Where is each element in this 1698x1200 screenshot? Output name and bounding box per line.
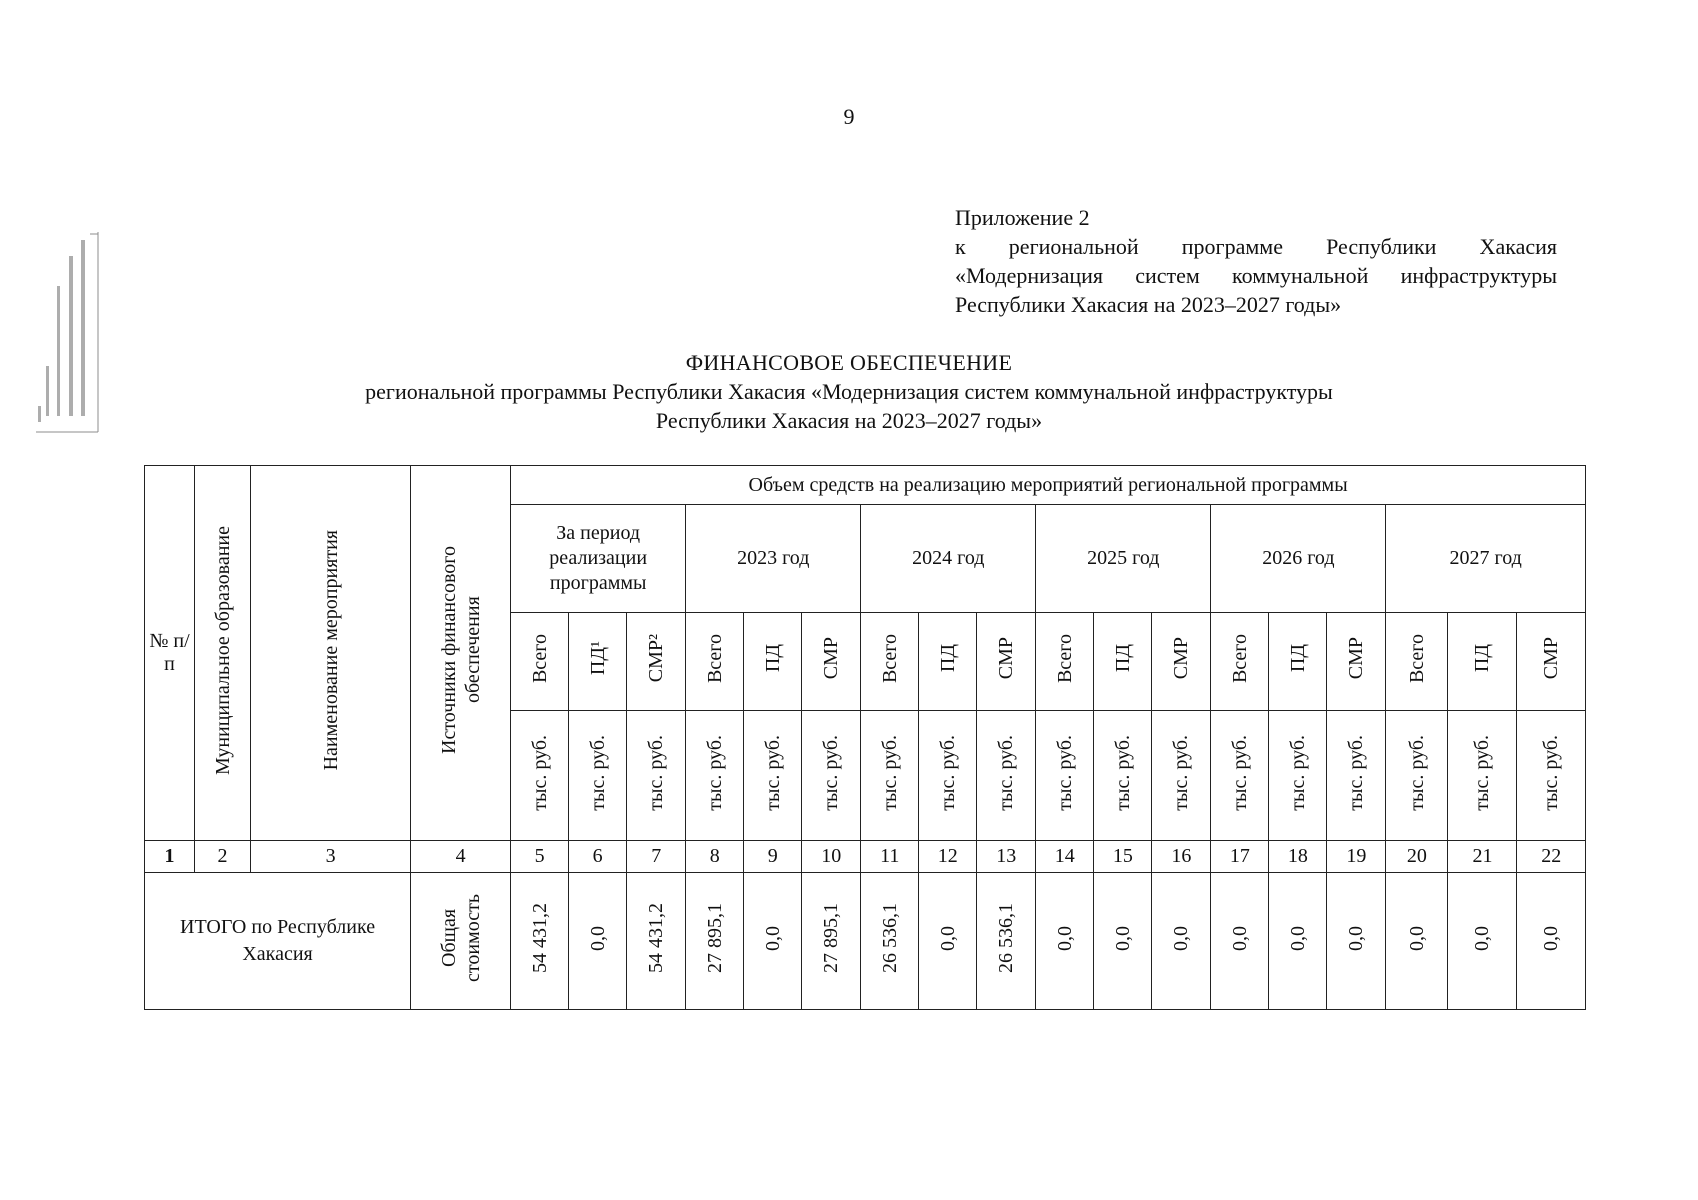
header-funding-sources-label: Источники финансового обеспечения — [437, 546, 484, 754]
header-year-2024 — [861, 505, 1036, 613]
total-value — [1211, 873, 1269, 1010]
unit-label: тыс. руб. — [528, 734, 551, 811]
sub-label: ПД — [761, 644, 784, 673]
unit-label: тыс. руб. — [586, 734, 609, 811]
sub-label: Всего — [528, 633, 551, 684]
total-value — [1269, 873, 1327, 1010]
sub-2024-total — [861, 613, 919, 711]
value-label: 0,0 — [1111, 925, 1134, 951]
year-2024-label: 2024 год — [912, 547, 985, 569]
total-value — [569, 873, 627, 1010]
unit-label: тыс. руб. — [820, 734, 843, 811]
sub-2027-smr — [1517, 613, 1586, 711]
header-number-label: № п/п — [149, 630, 190, 675]
total-value — [919, 873, 977, 1010]
title-line-1: региональной программы Республики Хакасия «Модернизация систем коммунальной инфраструктуры — [365, 379, 1333, 404]
value-label: 0,0 — [586, 925, 609, 951]
total-value — [1327, 873, 1386, 1010]
value-label: 0,0 — [1345, 925, 1368, 951]
col-number: 14 — [1036, 841, 1094, 873]
value-label: 0,0 — [1053, 925, 1076, 951]
col-number: 1 — [145, 841, 195, 873]
unit-cell — [744, 711, 802, 841]
value-label: 0,0 — [761, 925, 784, 951]
unit-cell — [1448, 711, 1517, 841]
unit-cell — [686, 711, 744, 841]
unit-cell — [627, 711, 686, 841]
sub-label: ПД — [1111, 644, 1134, 673]
col-number: 5 — [511, 841, 569, 873]
sub-label: СМР² — [645, 634, 668, 683]
sub-2027-total — [1386, 613, 1448, 711]
unit-label: тыс. руб. — [1111, 734, 1134, 811]
unit-label: тыс. руб. — [1170, 734, 1193, 811]
total-value — [861, 873, 919, 1010]
unit-cell — [1094, 711, 1152, 841]
header-number — [145, 466, 195, 841]
appendix-line-3: «Модернизация систем коммунальной инфраструктуры — [955, 263, 1557, 288]
unit-cell — [1269, 711, 1327, 841]
total-source-cell — [411, 873, 511, 1010]
total-label: ИТОГО по Республике Хакасия — [180, 916, 376, 965]
col-number: 22 — [1517, 841, 1586, 873]
value-label: 0,0 — [1471, 925, 1494, 951]
header-period-label: За период реализации программы — [549, 522, 648, 594]
sub-label: Всего — [1405, 633, 1428, 684]
unit-label: тыс. руб. — [995, 734, 1018, 811]
col-number: 6 — [569, 841, 627, 873]
unit-cell — [1386, 711, 1448, 841]
col-number: 9 — [744, 841, 802, 873]
sub-label: Всего — [703, 633, 726, 684]
appendix-line-4: Республики Хакасия на 2023–2027 годы» — [955, 292, 1342, 317]
unit-cell — [1152, 711, 1211, 841]
unit-label: тыс. руб. — [645, 734, 668, 811]
unit-label: тыс. руб. — [1053, 734, 1076, 811]
value-label: 54 431,2 — [645, 903, 668, 973]
year-2026-label: 2026 год — [1262, 547, 1335, 569]
sub-label: СМР — [1345, 637, 1368, 680]
value-label: 0,0 — [1170, 925, 1193, 951]
total-value — [686, 873, 744, 1010]
total-value — [744, 873, 802, 1010]
unit-cell — [1211, 711, 1269, 841]
col-number: 4 — [411, 841, 511, 873]
col-number: 20 — [1386, 841, 1448, 873]
unit-label: тыс. руб. — [1540, 734, 1563, 811]
sub-period-total — [511, 613, 569, 711]
header-year-2027 — [1386, 505, 1586, 613]
sub-label: СМР — [820, 637, 843, 680]
unit-label: тыс. руб. — [1405, 734, 1428, 811]
column-number-row — [145, 841, 1586, 873]
sub-label: ПД — [1286, 644, 1309, 673]
col-number: 11 — [861, 841, 919, 873]
sub-2024-pd — [919, 613, 977, 711]
appendix-line-2: к региональной программе Республики Хакасия — [955, 234, 1557, 259]
sub-label: Всего — [1053, 633, 1076, 684]
unit-cell — [802, 711, 861, 841]
sub-period-pd — [569, 613, 627, 711]
col-number: 19 — [1327, 841, 1386, 873]
total-value — [627, 873, 686, 1010]
value-label: 0,0 — [936, 925, 959, 951]
col-number: 16 — [1152, 841, 1211, 873]
sub-label: СМР — [1540, 637, 1563, 680]
header-measure-name-label: Наименование мероприятия — [319, 529, 342, 771]
sub-2026-pd — [1269, 613, 1327, 711]
unit-label: тыс. руб. — [761, 734, 784, 811]
header-year-2023 — [686, 505, 861, 613]
header-municipality — [195, 466, 251, 841]
title-heading: ФИНАНСОВОЕ ОБЕСПЕЧЕНИЕ — [685, 350, 1013, 375]
col-number: 3 — [251, 841, 411, 873]
header-volume-label: Объем средств на реализацию мероприятий региональной программы — [748, 473, 1348, 496]
col-number: 15 — [1094, 841, 1152, 873]
col-number: 21 — [1448, 841, 1517, 873]
sub-2023-total — [686, 613, 744, 711]
unit-label: тыс. руб. — [1228, 734, 1251, 811]
sub-label: ПД — [936, 644, 959, 673]
value-label: 0,0 — [1228, 925, 1251, 951]
sub-2025-pd — [1094, 613, 1152, 711]
header-measure-name — [251, 466, 411, 841]
value-label: 26 536,1 — [878, 903, 901, 973]
sub-label: Всего — [878, 633, 901, 684]
sub-label: СМР — [1170, 637, 1193, 680]
total-value — [977, 873, 1036, 1010]
value-label: 0,0 — [1286, 925, 1309, 951]
total-value — [1448, 873, 1517, 1010]
unit-label: тыс. руб. — [1471, 734, 1494, 811]
col-number: 13 — [977, 841, 1036, 873]
total-value — [1386, 873, 1448, 1010]
col-number: 8 — [686, 841, 744, 873]
sub-2023-pd — [744, 613, 802, 711]
unit-label: тыс. руб. — [703, 734, 726, 811]
total-value — [1094, 873, 1152, 1010]
header-municipality-label: Муниципальное образование — [211, 525, 234, 775]
sub-2026-smr — [1327, 613, 1386, 711]
value-label: 0,0 — [1540, 925, 1563, 951]
col-number: 18 — [1269, 841, 1327, 873]
sub-label: ПД — [1471, 644, 1494, 673]
sub-2025-smr — [1152, 613, 1211, 711]
unit-cell — [977, 711, 1036, 841]
sub-label: СМР — [995, 637, 1018, 680]
total-value — [1152, 873, 1211, 1010]
sub-2027-pd — [1448, 613, 1517, 711]
header-funding-sources — [411, 466, 511, 841]
appendix-line-1: Приложение 2 — [955, 205, 1090, 230]
unit-label: тыс. руб. — [1286, 734, 1309, 811]
col-number: 17 — [1211, 841, 1269, 873]
year-2023-label: 2023 год — [737, 547, 810, 569]
unit-label: тыс. руб. — [1345, 734, 1368, 811]
page-number: 9 — [843, 104, 855, 129]
value-label: 0,0 — [1405, 925, 1428, 951]
unit-cell — [1517, 711, 1586, 841]
total-value — [802, 873, 861, 1010]
financing-table — [144, 465, 1586, 1010]
unit-cell — [569, 711, 627, 841]
year-2025-label: 2025 год — [1087, 547, 1160, 569]
value-label: 27 895,1 — [820, 903, 843, 973]
sub-2025-total — [1036, 613, 1094, 711]
unit-cell — [861, 711, 919, 841]
year-2027-label: 2027 год — [1449, 547, 1522, 569]
unit-cell — [1327, 711, 1386, 841]
sub-2023-smr — [802, 613, 861, 711]
header-volume — [511, 466, 1586, 505]
sub-period-smr — [627, 613, 686, 711]
sub-2026-total — [1211, 613, 1269, 711]
col-number: 12 — [919, 841, 977, 873]
unit-label: тыс. руб. — [936, 734, 959, 811]
col-number: 7 — [627, 841, 686, 873]
total-value — [1036, 873, 1094, 1010]
total-source: Общая стоимость — [437, 894, 484, 982]
unit-cell — [1036, 711, 1094, 841]
appendix-note — [955, 203, 1557, 319]
sub-label: Всего — [1228, 633, 1251, 684]
col-number: 10 — [802, 841, 861, 873]
header-year-2025 — [1036, 505, 1211, 613]
title-line-2: Республики Хакасия на 2023–2027 годы» — [655, 408, 1043, 433]
value-label: 26 536,1 — [995, 903, 1018, 973]
total-value — [511, 873, 569, 1010]
total-row — [145, 873, 1586, 1010]
unit-cell — [919, 711, 977, 841]
unit-label: тыс. руб. — [878, 734, 901, 811]
header-year-2026 — [1211, 505, 1386, 613]
sub-2024-smr — [977, 613, 1036, 711]
value-label: 54 431,2 — [528, 903, 551, 973]
unit-cell — [511, 711, 569, 841]
document-title — [0, 348, 1698, 435]
col-number: 2 — [195, 841, 251, 873]
total-label-cell — [145, 873, 411, 1010]
sub-label: ПД¹ — [586, 641, 609, 676]
header-period — [511, 505, 686, 613]
value-label: 27 895,1 — [703, 903, 726, 973]
total-value — [1517, 873, 1586, 1010]
